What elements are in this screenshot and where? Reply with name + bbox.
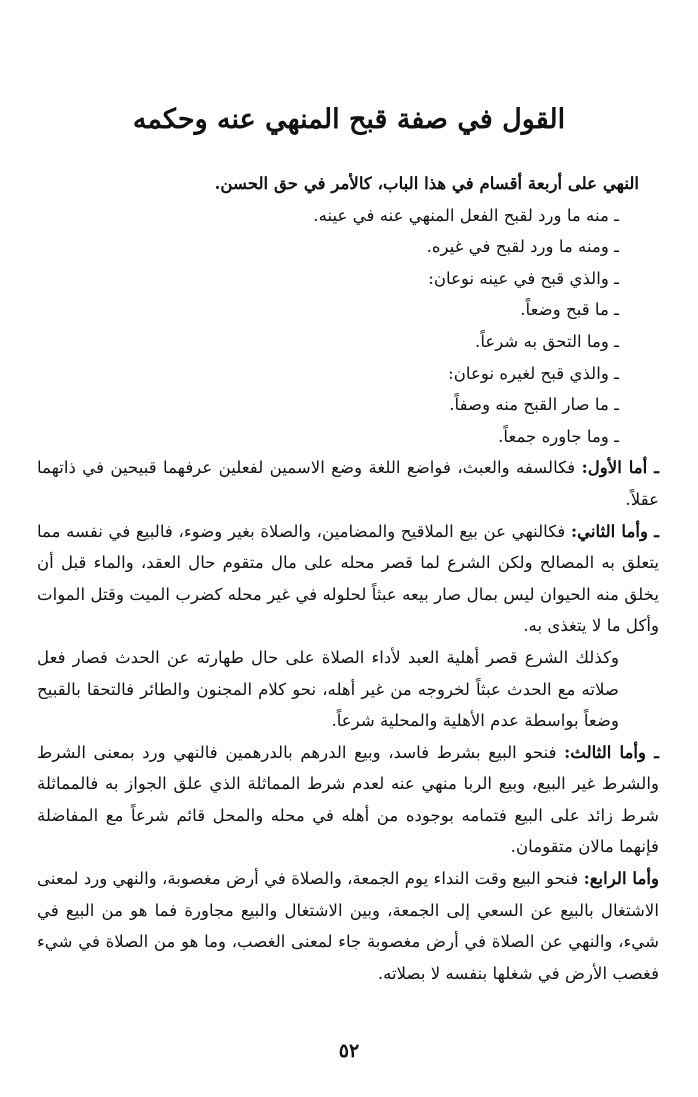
list-item: ـ والذي قبح في عينه نوعان:	[428, 268, 619, 288]
section-label: وأما الرابع:	[583, 868, 659, 889]
section-text: فكالسفه والعبث، فواضع اللغة وضع الاسمين لفعلين عرفهما قبيحين في ذاتهما عقلاً.	[37, 458, 659, 509]
list-item: ـ ما صار القبح منه وصفاً.	[449, 395, 619, 415]
list-item: ـ والذي قبح لغيره نوعان:	[448, 363, 619, 383]
section-fourth	[37, 863, 659, 989]
section-text: فنحو البيع بشرط فاسد، وبيع الدرهم بالدرهمين فالنهي ورد بمعنى الشرط والشرط غير البيع، وبيع الربا منهي عنه لعدم شرط المماثلة الذي علق الجواز به فالمماثلة شرط زائد على البيع فتمامه بوجوده من أهله في محله والمحل قائم شرعاً مع المفاضلة فإنهما مالان متقومان.	[37, 742, 659, 857]
page-title: القول في صفة قبح المنهي عنه وحكمه	[132, 104, 566, 135]
section-text: وكذلك الشرع قصر أهلية العبد لأداء الصلاة على حال طهارته عن الحدث فصار فعل صلاته مع الحدث عبثاً لخروجه من غير أهله، نحو كلام المجنون والطائر فالتحقا بالقبيح وضعاً بواسطة عدم الأهلية والمحلية شرعاً.	[37, 647, 619, 731]
page-body	[37, 168, 659, 989]
list-item: ـ ما قبح وضعاً.	[520, 300, 619, 320]
section-text: فنحو البيع وقت النداء يوم الجمعة، والصلاة في أرض مغصوبة، والنهي ورد لمعنى الاشتغال بالبيع عن السعي إلى الجمعة، وبين الاشتغال والبيع مجاورة فما هو من البيع في شيء، والنهي عن الصلاة في أرض مغصوبة جاء لمعنى الغصب، وما هو من الصلاة في شيء فغصب الأرض في شغلها بنفسه لا بصلاته.	[37, 869, 659, 983]
page-number: ٥٢	[338, 1040, 360, 1062]
lead-paragraph: النهي على أربعة أقسام في هذا الباب، كالأمر في حق الحسن.	[214, 173, 639, 193]
section-third	[37, 737, 659, 863]
section-second-continued	[37, 642, 659, 737]
section-label: ـ وأما الثالث:	[564, 741, 659, 762]
section-text: فكالنهي عن بيع الملاقيح والمضامين، والصلاة بغير وضوء، فالبيع في نفسه مما يتعلق به المصالح ولكن الشرع لما قصر محله على مال متقوم حال العقد، والماء قبل أن يخلق منه الحيوان ليس بمال صار بيعه عبثاً لحلوله في غير محله كضرب الميت وقتل الموات وأكل ما لا يتغذى به.	[37, 521, 659, 636]
list-item: ـ وما جاوره جمعاً.	[498, 426, 619, 446]
list-item: ـ وما التحق به شرعاً.	[475, 331, 619, 351]
section-label: ـ وأما الثاني:	[570, 520, 659, 541]
list-item: ـ ومنه ما ورد لقبح في غيره.	[426, 237, 619, 257]
section-label: ـ أما الأول:	[581, 457, 659, 478]
list-item: ـ منه ما ورد لقبح الفعل المنهي عنه في عينه.	[313, 205, 619, 225]
section-first	[37, 452, 659, 515]
section-second	[37, 516, 659, 642]
